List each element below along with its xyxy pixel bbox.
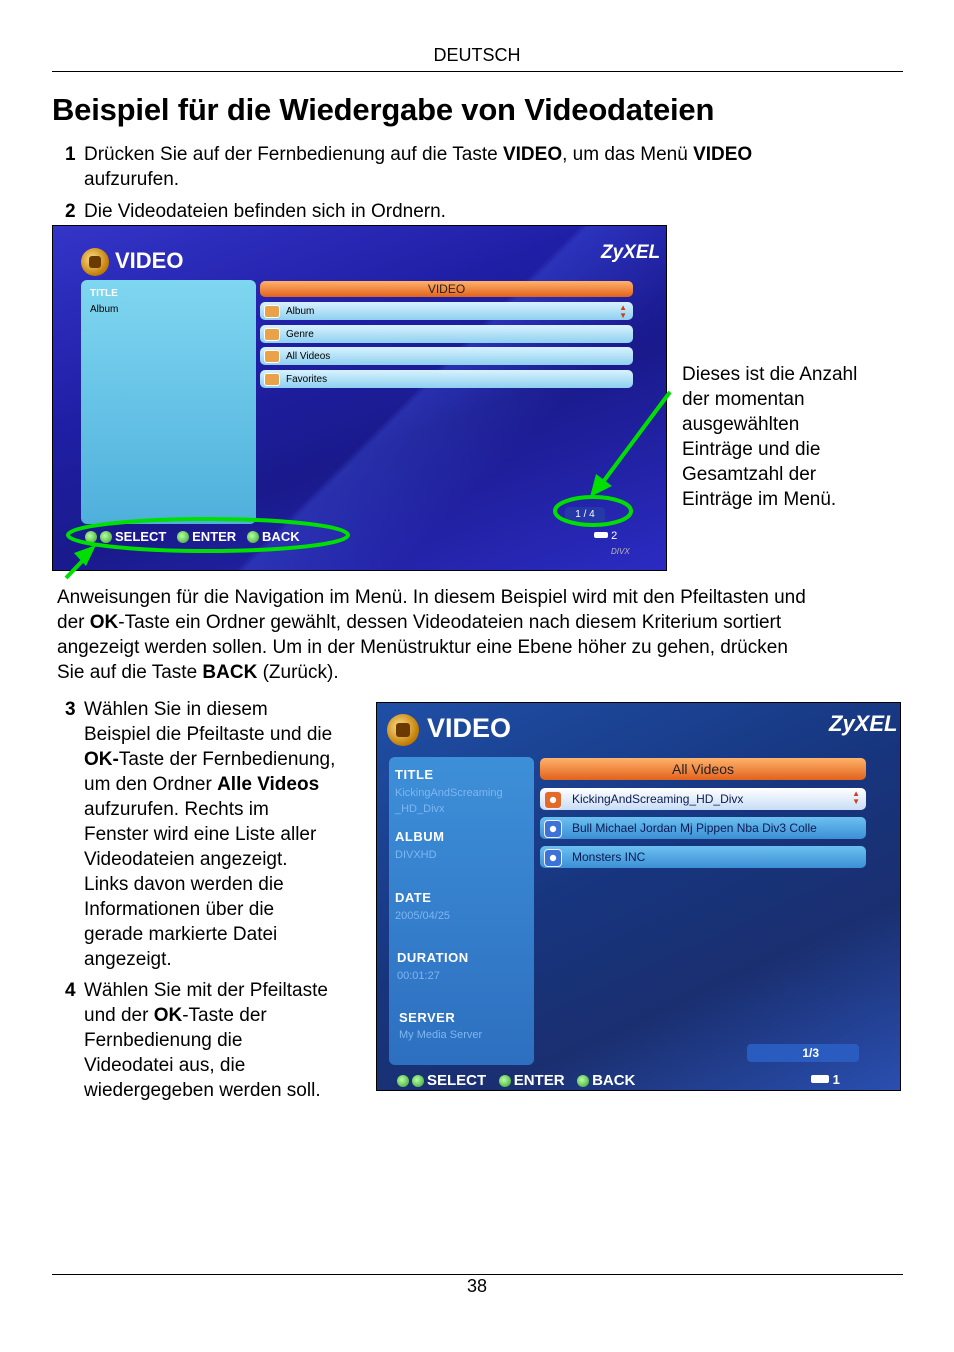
info-duration-label: DURATION — [397, 950, 469, 965]
callout-arrow-line — [603, 392, 670, 482]
step-number: 2 — [65, 201, 76, 222]
info-album-label: ALBUM — [395, 829, 445, 844]
step-number: 1 — [65, 144, 76, 165]
video-logo: VIDEO — [427, 713, 512, 743]
info-title-label: TITLE — [90, 288, 118, 299]
info-date-label: DATE — [395, 890, 432, 905]
all-videos-screenshot — [376, 702, 901, 1091]
language-label: DEUTSCH — [433, 45, 521, 65]
footer-rule — [52, 1274, 903, 1275]
scroll-arrows-icon: ▲ ▼ — [852, 789, 860, 806]
list-header: All Videos — [540, 758, 866, 780]
info-panel: TITLE KickingAndScreaming _HD_Divx ALBUM DIVXHD DATE 2005/04/25 DURATION 00:01:27 SERVER My Media Server — [389, 757, 534, 1065]
video-file-icon — [544, 791, 562, 809]
nav-arrow-head — [74, 545, 96, 566]
arrow-keys-icon — [412, 1075, 424, 1087]
scroll-arrows-icon: ▲ ▼ — [619, 303, 627, 320]
tape-icon — [811, 1075, 829, 1083]
back-icon — [577, 1075, 589, 1087]
nav-hints: SELECT ENTER BACK — [85, 529, 300, 544]
video-logo: VIDEO — [115, 248, 184, 273]
divx-logo: DIVX — [611, 547, 630, 556]
page-indicator-highlight — [555, 497, 631, 525]
info-title-value: Album — [90, 304, 119, 315]
page-number: 38 — [466, 1276, 488, 1296]
step-3: 3 Wählen Sie in diesem Beispiel die Pfeiltaste und die OK-Taste der Fernbedienung, um den Ordner Alle Videos aufzurufen. Rechts im Fenster wird eine Liste aller Videodateien angezeigt. Links davon werden die Informationen über die gerade markierte Datei angezeigt. — [65, 699, 336, 970]
step-number: 4 — [65, 980, 76, 1001]
item-count: 1 — [811, 1072, 840, 1087]
video-icon — [387, 714, 419, 746]
nav-hints-highlight — [68, 519, 348, 551]
enter-icon — [499, 1075, 511, 1087]
step-number: 3 — [65, 699, 76, 720]
list-item[interactable]: Bull Michael Jordan Mj Pippen Nba Div3 Colle — [540, 817, 866, 839]
video-file-icon — [544, 849, 562, 867]
info-title-label: TITLE — [395, 767, 434, 782]
step-2: 2 Die Videodateien befinden sich in Ordnern. — [65, 201, 446, 222]
list-item[interactable]: Favorites — [260, 370, 633, 388]
step-4: 4 Wählen Sie mit der Pfeiltaste und der OK-Taste der Fernbedienung die Videodatei aus, die wiedergegeben werden soll. — [65, 980, 328, 1101]
callout-text: Dieses ist die Anzahl der momentan ausgewählten Einträge und die Gesamtzahl der Einträge im Menü. — [682, 364, 858, 510]
list-item[interactable]: Monsters INC — [540, 846, 866, 868]
arrow-keys-icon — [397, 1075, 409, 1087]
page-indicator: 1 / 4 — [565, 507, 605, 523]
navigation-paragraph: Anweisungen für die Navigation im Menü. In diesem Beispiel wird mit den Pfeiltasten und der OK-Taste ein Ordner gewählt, dessen Videodateien nach diesem Kriterium sortiert angezeigt werden sollen. Um in der Menüstruktur eine Ebene höher zu gehen, drücken Sie auf die Taste BACK (Zurück). — [57, 587, 806, 683]
nav-hints: SELECT ENTER BACK — [397, 1072, 635, 1089]
info-server-label: SERVER — [399, 1010, 456, 1025]
page-indicator: 1/3 — [747, 1044, 859, 1062]
zyxel-logo: ZyXEL — [601, 242, 661, 263]
video-file-icon — [544, 820, 562, 838]
list-item-selected[interactable]: KickingAndScreaming_HD_Divx ▲ ▼ — [540, 788, 866, 810]
list-item[interactable]: Genre — [260, 325, 633, 343]
list-item[interactable]: All Videos — [260, 347, 633, 365]
step-1: 1 Drücken Sie auf der Fernbedienung auf die Taste VIDEO, um das Menü VIDEO aufzurufen. — [65, 144, 753, 190]
item-count: 2 — [594, 530, 617, 542]
list-item[interactable]: Album ▲ ▼ — [260, 302, 633, 320]
list-header: VIDEO — [260, 281, 633, 297]
page-title: Beispiel für die Wiedergabe von Videodateien — [52, 92, 715, 127]
zyxel-logo: ZyXEL — [829, 711, 898, 736]
